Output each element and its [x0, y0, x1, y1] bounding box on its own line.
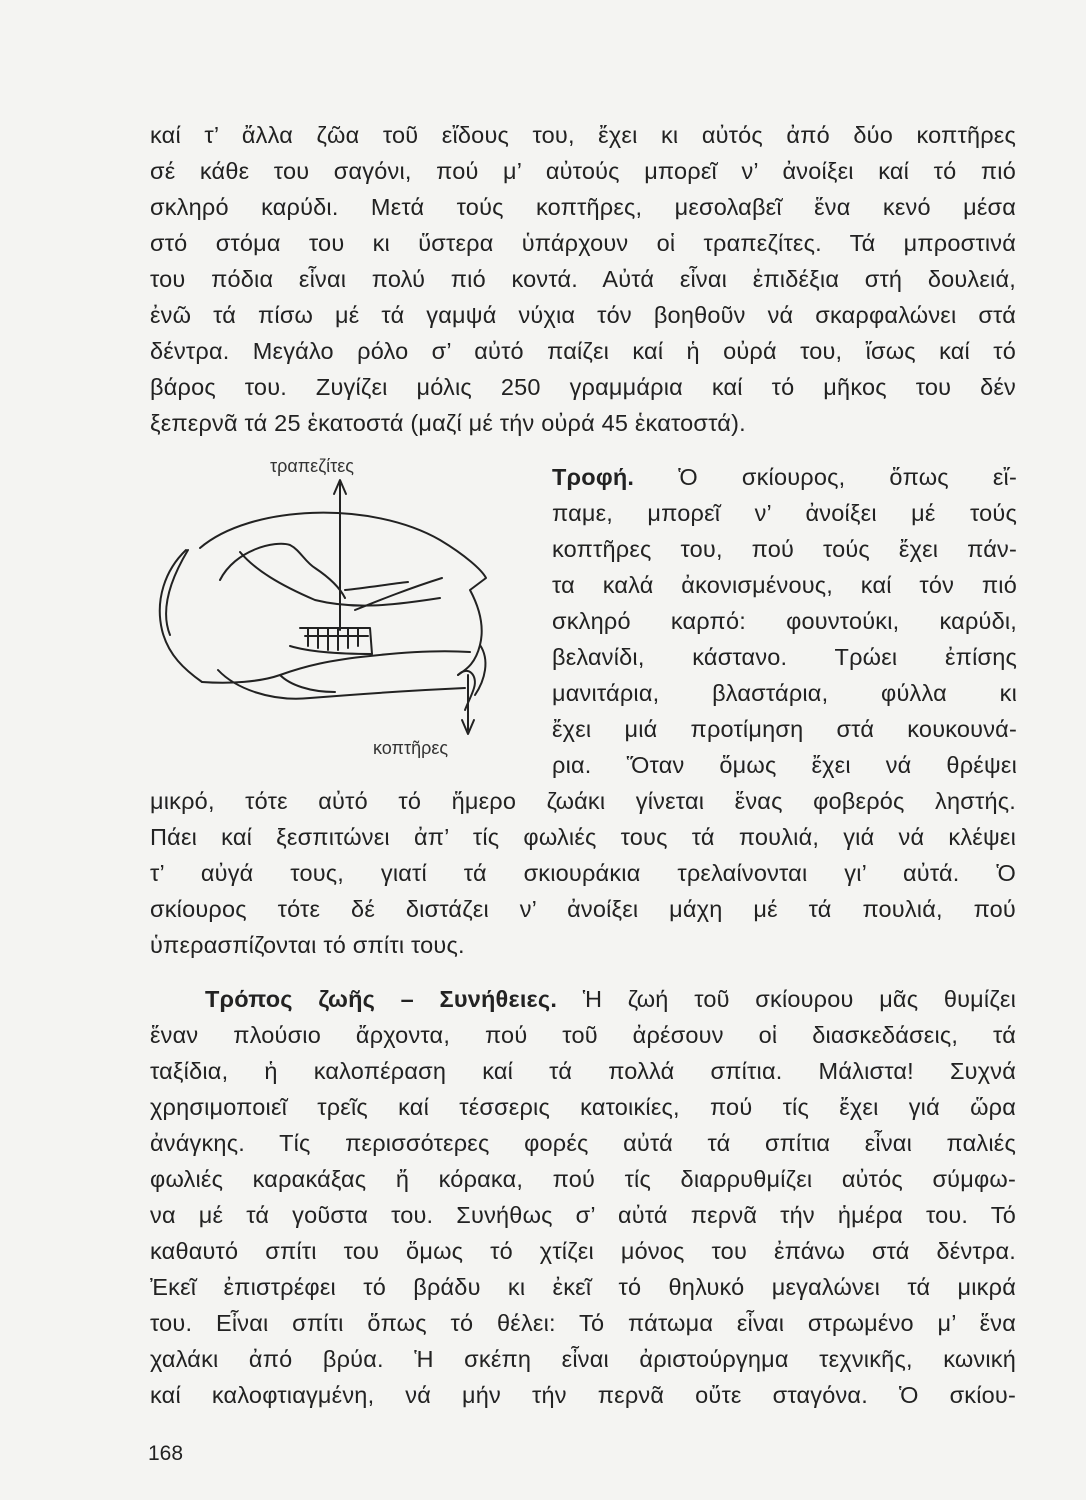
text-line: του. Εἶναι σπίτι ὅπως τό θέλει: Τό πάτωμα εἶναι στρωμένο μ’ ἕνα [150, 1310, 1016, 1336]
text-line: σέ κάθε του σαγόνι, πού μ’ αὐτούς μπορεῖ ν’ ἀνοίξει καί τό πιό [150, 158, 1016, 184]
text-line: καί καλοφτιαγμένη, νά μήν τήν περνᾶ οὔτε σταγόνα. Ὁ σκίου- [150, 1382, 1016, 1408]
text-line: ὑπερασπίζονται τό σπίτι τους. [150, 932, 465, 958]
text-line: σκληρό καρύδι. Μετά τούς κοπτῆρες, μεσολαβεῖ ἕνα κενό μέσα [150, 194, 1016, 220]
figure-label-molars: τραπεζίτες [270, 456, 354, 476]
text-line: του πόδια εἶναι πολύ πιό κοντά. Αὐτά εἶναι ἐπιδέξια στή δουλειά, [150, 266, 1016, 292]
text-line: χρησιμοποιεῖ τρεῖς καί τέσσερις κατοικίες, πού τίς ἔχει γιά ὥρα [150, 1094, 1016, 1120]
text-line: καθαυτό σπίτι του ὅμως τό χτίζει μόνος του ἐπάνω στά δέντρα. [150, 1238, 1016, 1264]
text-line [205, 982, 1016, 1016]
text-line: βάρος του. Ζυγίζει μόλις 250 γραμμάρια καί τό μῆκος του δέν [150, 374, 1016, 400]
text-line: στό στόμα του κι ὕστερα ὑπάρχουν οἱ τραπεζίτες. Τά μπροστινά [150, 230, 1016, 256]
text-line: δέντρα. Μεγάλο ρόλο σ’ αὐτό παίζει καί ἡ οὐρά του, ἴσως καί τό [150, 338, 1016, 364]
text-line: μικρό, τότε αὐτό τό ἥμερο ζωάκι γίνεται ἕνας φοβερός ληστής. [150, 788, 1016, 814]
text-line: να μέ τά γοῦστα του. Συνήθως σ’ αὐτά περνᾶ τήν ἡμέρα του. Τό [150, 1202, 1016, 1228]
text-line: ἐνῶ τά πίσω μέ τά γαμψά νύχια τόν βοηθοῦν νά σκαρφαλώνει στά [150, 302, 1016, 328]
text-line: τα καλά ἀκονισμένους, καί τόν πιό [552, 572, 1017, 598]
text-line: σκληρό καρπό: φουντούκι, καρύδι, [552, 608, 1017, 634]
text-line: χαλάκι ἀπό βρύα. Ἡ σκέπη εἶναι ἀριστούργημα τεχνικῆς, κωνική [150, 1346, 1016, 1372]
text-line: ρια. Ὅταν ὅμως ἔχει νά θρέψει [552, 752, 1017, 778]
text-fragment: Ὁ σκίουρος, ὅπως εἴ- [678, 464, 1017, 490]
text-line: φωλιές καρακάξας ἤ κόρακα, πού τίς διαρρυθμίζει αὐτός σύμφω- [150, 1166, 1016, 1192]
text-line: ἔχει μιά προτίμηση στά κουκουνά- [552, 716, 1017, 742]
text-line: σκίουρος τότε δέ διστάζει ν’ ἀνοίξει μάχη μέ τά πουλιά, πού [150, 896, 1016, 922]
page-number: 168 [148, 1442, 184, 1465]
section-heading-food: Τροφή. [552, 464, 635, 490]
text-fragment: Ἡ ζωή τοῦ σκίουρου μᾶς θυμίζει [582, 986, 1016, 1012]
text-line: βελανίδι, κάστανο. Τρώει ἐπίσης [552, 644, 1017, 670]
text-line: καί τ’ ἄλλα ζῶα τοῦ εἴδους του, ἔχει κι αὐτός ἀπό δύο κοπτῆρες [150, 122, 1016, 148]
text-line: Πάει καί ξεσπιτώνει ἀπ’ τίς φωλιές τους τά πουλιά, γιά νά κλέψει [150, 824, 1016, 850]
section-heading-way-of-life: Τρόπος ζωῆς – Συνήθειες. [205, 986, 558, 1012]
text-line: παμε, μπορεῖ ν’ ἀνοίξει μέ τούς [552, 500, 1017, 526]
text-line: ταξίδια, ἡ καλοπέραση καί τά πολλά σπίτια. Μάλιστα! Συχνά [150, 1058, 1016, 1084]
text-line: κοπτῆρες του, πού τούς ἔχει πάν- [552, 536, 1017, 562]
text-line: ξεπερνᾶ τά 25 ἑκατοστά (μαζί μέ τήν οὐρά 45 ἑκατοστά). [150, 410, 746, 436]
text-line: τ’ αὐγά τους, γιατί τά σκιουράκια τρελαίνονται γι’ αὐτά. Ὁ [150, 860, 1016, 886]
text-line: Ἐκεῖ ἐπιστρέφει τό βράδυ κι ἐκεῖ τό θηλυκό μεγαλώνει τά μικρά [150, 1274, 1016, 1300]
figure-label-incisors: κοπτῆρες [373, 738, 449, 758]
text-line: ἀνάγκης. Τίς περισσότερες φορές αὐτά τά σπίτια εἶναι παλιές [150, 1130, 1016, 1156]
text-line: ἕναν πλούσιο ἄρχοντα, πού τοῦ ἀρέσουν οἱ διασκεδάσεις, τά [150, 1022, 1016, 1048]
text-line [552, 460, 1017, 494]
skull-drawing [140, 470, 500, 770]
text-line: μανιτάρια, βλαστάρια, φύλλα κι [552, 680, 1017, 706]
